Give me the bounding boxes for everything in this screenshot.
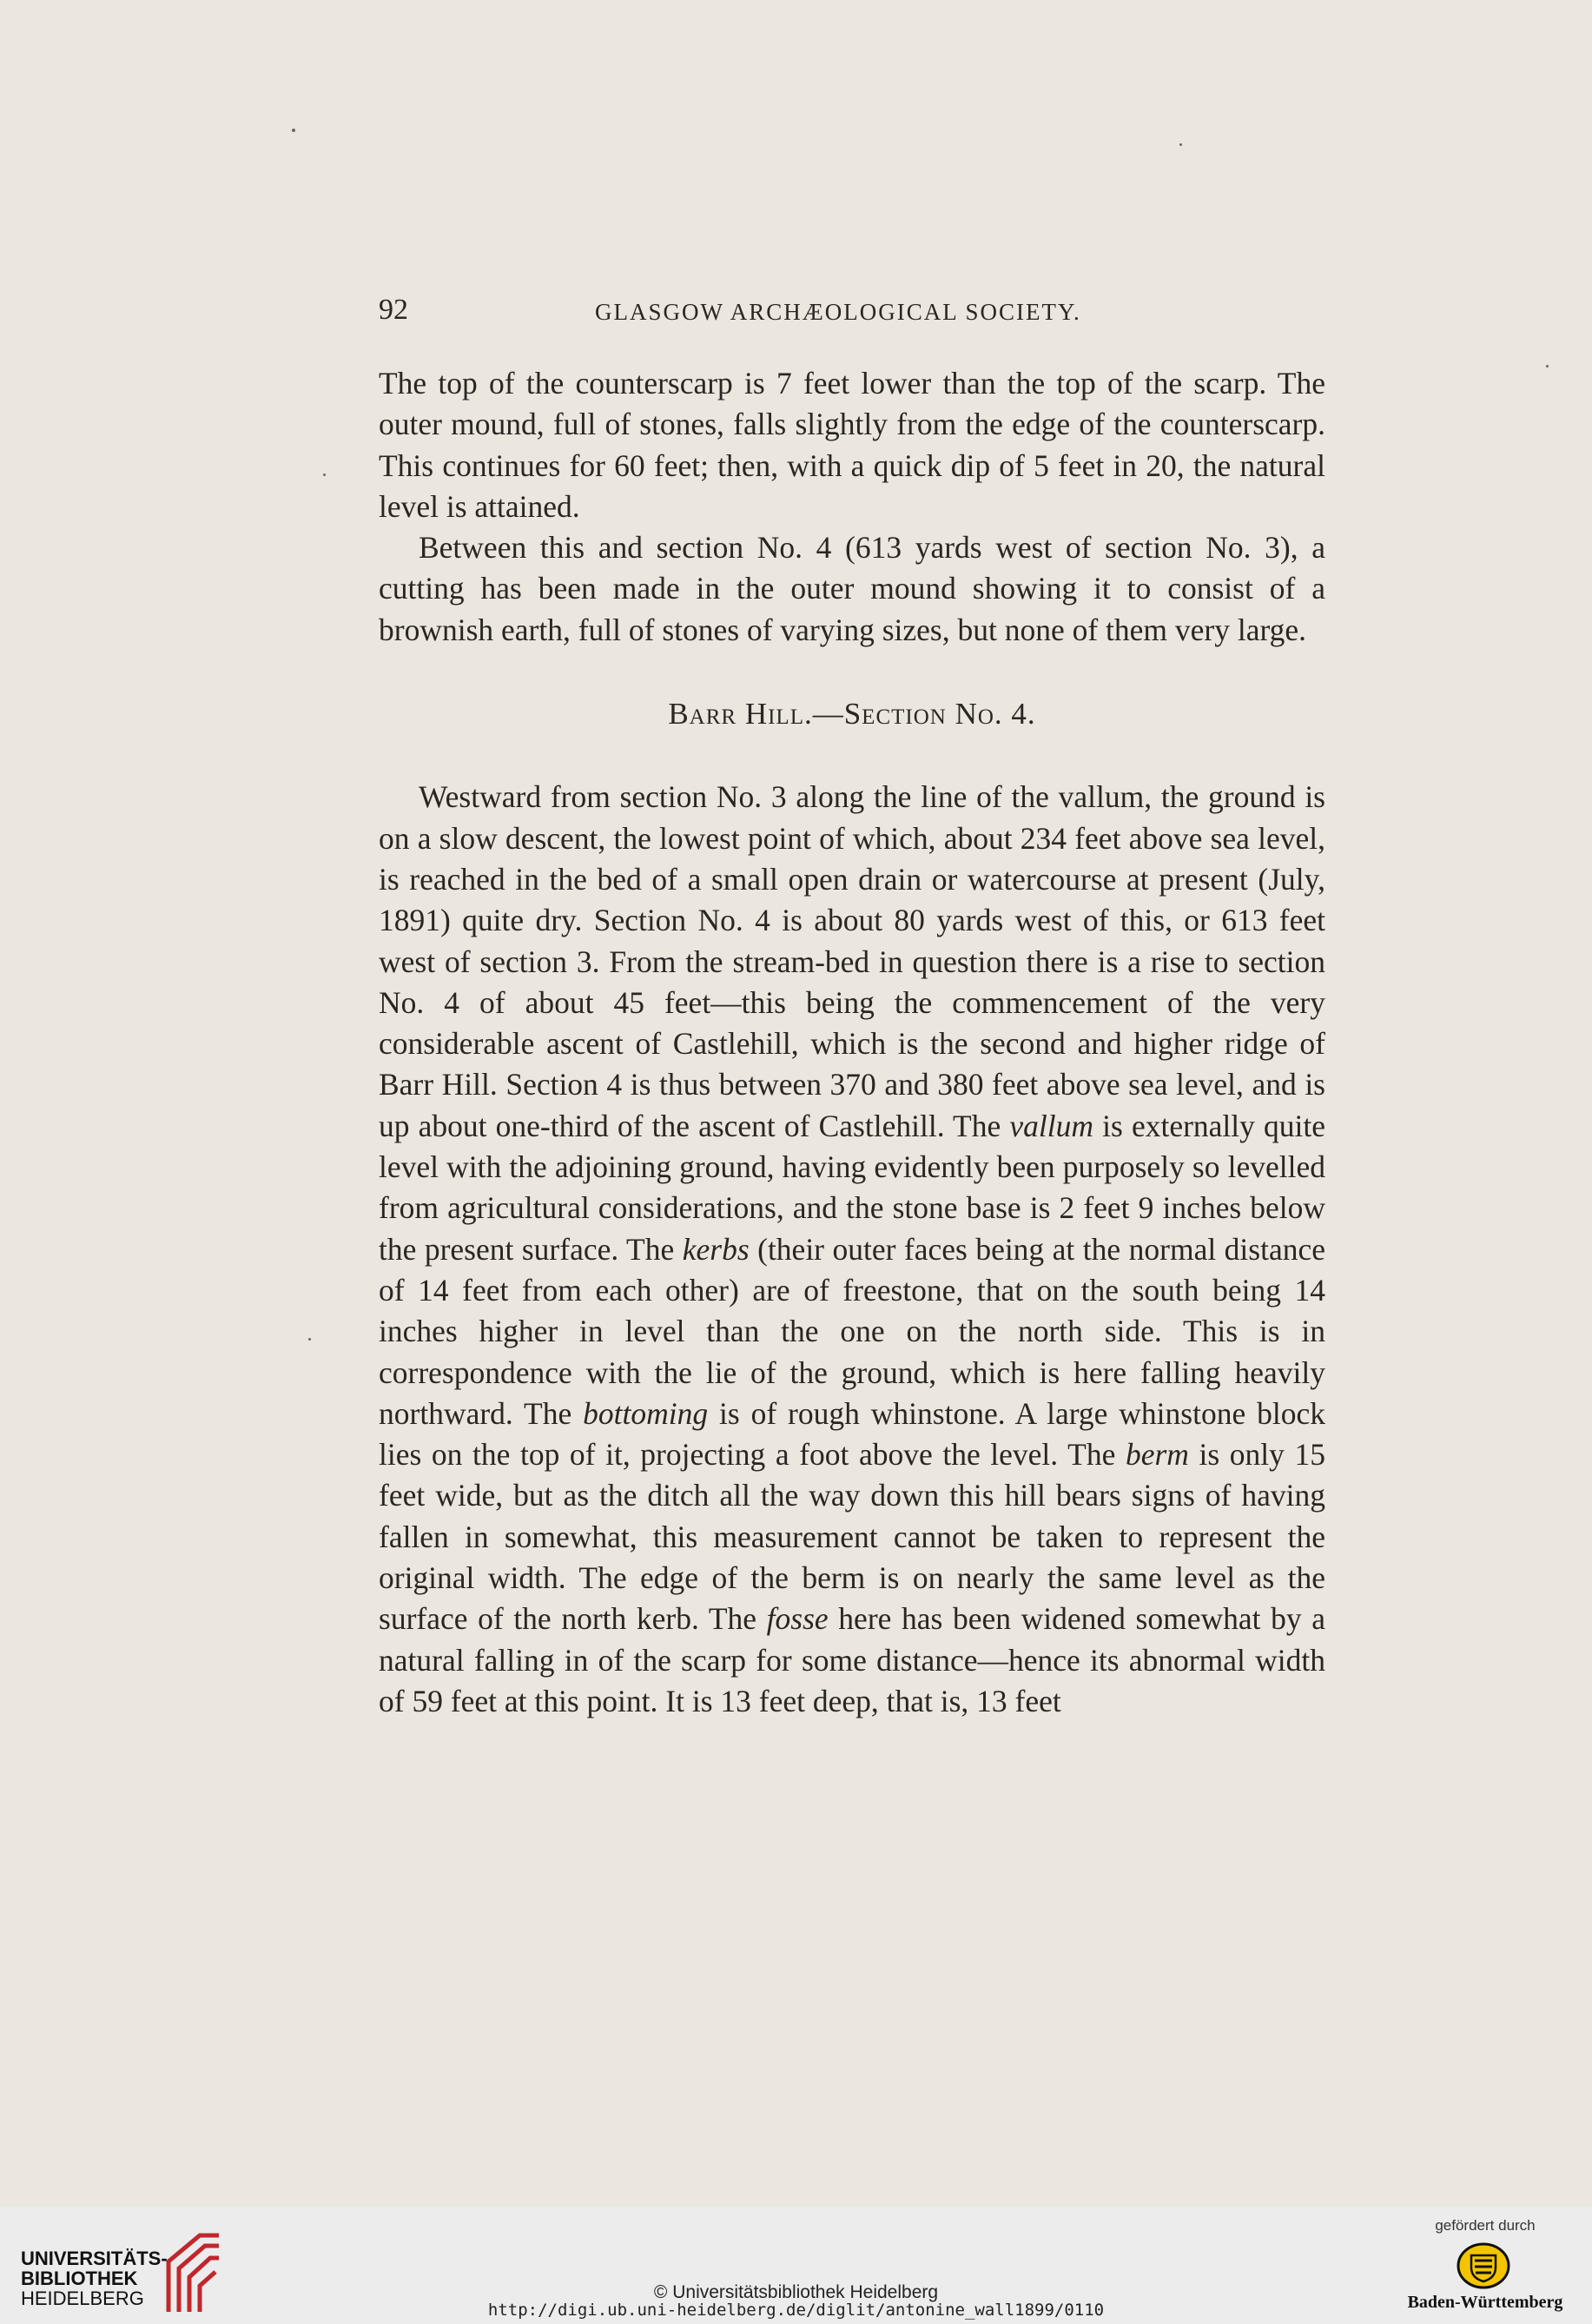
paragraph: Between this and section No. 4 (613 yards west of section No. 3), a cutting has been made in the outer mound showing it to consist of a brownish earth, full of stones of varying sizes, but none of them very large.	[379, 530, 1325, 647]
text-run: Westward from section No. 3 along the line of the vallum, the ground is on a slow descent, the lowest point of which, about 234 feet above sea level, is reached in the bed of a small open drain or watercourse at present (July, 1891) quite dry. Section No. 4 is about 80 yards west of this, or 613 feet west of section 3. From the stream-bed in question there is a rise to section No. 4 of about 45 feet—this being the commencement of the very considerable ascent of Castlehill, which is the second and higher ridge of Barr Hill. Section 4 is thus between 370 and 380 feet above sea level, and is up about one-third of the ascent of Castlehill. The	[379, 779, 1325, 1143]
paper-speck	[292, 129, 295, 132]
running-head: GLASGOW ARCHÆOLOGICAL SOCIETY.	[595, 299, 1081, 325]
text-run: is of rough whinstone. A large whinstone block lies on the top of it, projecting a foot above the level. The	[379, 1395, 1325, 1473]
page-body	[379, 363, 1325, 1722]
library-name-line: UNIVERSITÄTS-	[21, 2248, 168, 2269]
text-run: is only 15 feet wide, but as the ditch all the way down this hill bears signs of having fallen in somewhat, this measurement cannot be taken to represent the original width. The edge of the berm is on nearly the same level as the surface of the north kerb. The	[379, 1437, 1325, 1637]
paragraph	[379, 777, 1325, 1722]
paper-speck	[308, 1338, 311, 1341]
italic-term: berm	[1125, 1437, 1189, 1473]
library-name-line: BIBLIOTHEK	[21, 2268, 138, 2289]
page-header	[379, 294, 1325, 337]
page-url-link[interactable]: http://digi.ub.uni-heidelberg.de/diglit/antonine_wall1899/0110	[487, 2301, 1105, 2320]
text-run: (their outer faces being at the normal distance of 14 feet from each other) are of freestone, that on the south being 14 inches higher in level than the one on the north side. This is in correspondence with the lie of the ground, which is here falling heavily northward. The	[379, 1231, 1325, 1431]
section-heading: Barr Hill.—Section No. 4.	[668, 697, 1036, 732]
footer-bar	[0, 2207, 1592, 2324]
italic-term: vallum	[1009, 1108, 1094, 1143]
paragraph: The top of the counterscarp is 7 feet lower than the top of the scarp. The outer mound, full of stones, falls slightly from the edge of the counterscarp. This continues for 60 feet; then, with a quick dip of 5 feet in 20, the natural level is attained.	[379, 366, 1325, 524]
library-name-line: HEIDELBERG	[21, 2288, 144, 2309]
text-run: is externally quite level with the adjoining ground, having evidently been purposely so levelled from agricultural considerations, and the stone base is 2 feet 9 inches below the present surface. The	[379, 1108, 1325, 1267]
paper-speck	[1546, 365, 1549, 367]
paper-speck	[323, 473, 326, 476]
state-crest-icon[interactable]	[1456, 2241, 1511, 2290]
page-number: 92	[379, 294, 408, 326]
text-run: here has been widened somewhat by a natural falling in of the scarp for some distance—hence its abnormal width of 59 feet at this point. It is 13 feet deep, that is, 13 feet	[379, 1601, 1325, 1718]
sponsor-name: Baden-Württemberg	[1407, 2293, 1563, 2312]
italic-term: fosse	[766, 1601, 829, 1637]
sponsor-label: gefördert durch	[1435, 2217, 1536, 2234]
copyright-notice: © Universitätsbibliothek Heidelberg	[653, 2282, 939, 2302]
italic-term: kerbs	[682, 1231, 750, 1267]
paper-speck	[1179, 143, 1182, 146]
italic-term: bottoming	[583, 1395, 709, 1431]
